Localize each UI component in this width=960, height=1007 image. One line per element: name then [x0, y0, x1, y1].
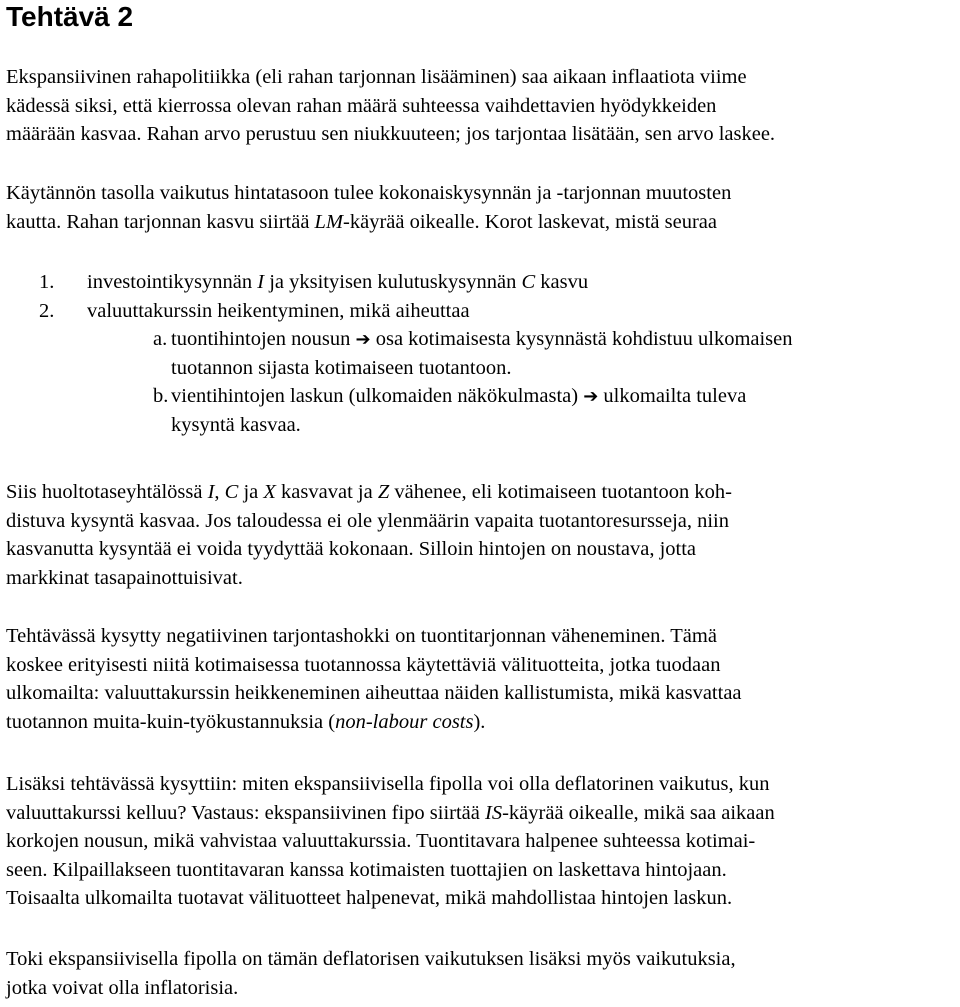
text-run: -käyrää oikealle. Korot laskevat, mistä seuraa [343, 210, 717, 233]
effects-list [0, 268, 960, 440]
list-letter: b. [153, 385, 169, 408]
text-line: valuuttakurssi kelluu? Vastaus: ekspansiivinen fipo siirtää IS-käyrää oikealle, mikä saa aikaan [6, 801, 775, 824]
text-line: Tehtävässä kysytty negatiivinen tarjontashokki on tuontitarjonnan väheneminen. Tämä [6, 625, 717, 647]
text-run: kautta. Rahan tarjonnan kasvu siirtää [6, 210, 315, 233]
page-title: Tehtävä 2 [6, 1, 134, 32]
list-letter: a. [153, 328, 168, 351]
paragraph-balance-equation [6, 478, 946, 592]
list-item-2 [0, 297, 960, 326]
list-number: 1. [39, 271, 55, 293]
text-line: tuotannon muita-kuin-työkustannuksia (non-labour costs). [6, 710, 486, 733]
list-item-a-continuation: tuotannon sijasta kotimaiseen tuotantoon. [171, 356, 512, 379]
text-line: markkinat tasapainottuisivat. [6, 566, 243, 589]
paragraph-price-level [6, 179, 946, 236]
is-symbol: IS [485, 801, 503, 824]
list-item-text: tuontihintojen nousun ➔ osa kotimaisesta kysynnästä kohdistuu ulkomaisen [171, 328, 793, 351]
paragraph-monetary-policy [6, 63, 946, 149]
text-line: ulkomailta: valuuttakurssin heikkeneminen aiheuttaa näiden kallistumista, mikä kasvattaa [6, 682, 742, 705]
paragraph-conclusion [6, 945, 946, 1002]
paragraph-supply-shock [6, 622, 946, 736]
investment-symbol: I [257, 271, 265, 293]
text-line: distuva kysyntä kasvaa. Jos taloudessa ei ole ylenmäärin vapaita tuotantoresursseja, niin [6, 509, 730, 532]
text-line: Ekspansiivinen rahapolitiikka (eli rahan tarjonnan lisääminen) saa aikaan inflaatiota viime [6, 66, 747, 88]
text-line: Toisaalta ulkomailta tuotavat välituotteet halpenevat, mikä mahdollistaa hintojen laskun. [6, 887, 733, 910]
list-item-text: valuuttakurssin heikentyminen, mikä aiheuttaa [87, 299, 470, 322]
list-item-1 [0, 268, 960, 297]
text-line: kädessä siksi, että kierrossa olevan rahan määrä suhteessa vaihdettavien hyödykkeiden [6, 94, 717, 117]
text-line: korkojen nousun, mikä vahvistaa valuuttakurssia. Tuontitavara halpenee suhteessa kotimai- [6, 830, 756, 853]
list-item-b [0, 382, 960, 411]
text-line: Siis huoltotaseyhtälössä I, C ja X kasvavat ja Z vähenee, eli kotimaiseen tuotantoon koh- [6, 481, 732, 503]
text-line: Toki ekspansiivisella fipolla on tämän deflatorisen vaikutuksen lisäksi myös vaikutuksia, [6, 948, 736, 970]
arrow-right-icon: ➔ [583, 386, 599, 408]
consumption-symbol: C [521, 271, 536, 293]
text-line: koskee erityisesti niitä kotimaisessa tuotannossa käytettäviä välituotteita, jotka tuodaan [6, 653, 721, 676]
text-line: Lisäksi tehtävässä kysyttiin: miten ekspansiivisella fipolla voi olla deflatorinen vaikutus, kun [6, 773, 770, 795]
text-line: määrään kasvaa. Rahan arvo perustuu sen niukkuuteen; jos tarjontaa lisätään, sen arvo laskee. [6, 123, 776, 146]
list-item-b-continuation: kysyntä kasvaa. [171, 413, 301, 436]
non-labour-costs-term: non-labour costs [335, 710, 474, 733]
text-line: kasvanutta kysyntää ei voida tyydyttää kokonaan. Silloin hintojen on noustava, jotta [6, 538, 697, 561]
arrow-right-icon: ➔ [355, 329, 371, 351]
text-line: Käytännön tasolla vaikutus hintatasoon tulee kokonaiskysynnän ja -tarjonnan muutosten [6, 182, 732, 204]
list-number: 2. [39, 299, 55, 322]
list-item-a [0, 325, 960, 354]
text-line: jotka voivat olla inflatorisia. [6, 976, 239, 999]
paragraph-fiscal-policy [6, 770, 946, 913]
text-line: seen. Kilpaillakseen tuontitavaran kanssa kotimaisten tuottajien on laskettava hintojaan. [6, 858, 727, 881]
text-line [6, 208, 946, 237]
list-item-text: vientihintojen laskun (ulkomaiden näkökulmasta) ➔ ulkomailta tuleva [171, 385, 747, 408]
list-item-text: investointikysynnän I ja yksityisen kulutuskysynnän C kasvu [87, 271, 589, 293]
lm-symbol: LM [314, 210, 344, 233]
